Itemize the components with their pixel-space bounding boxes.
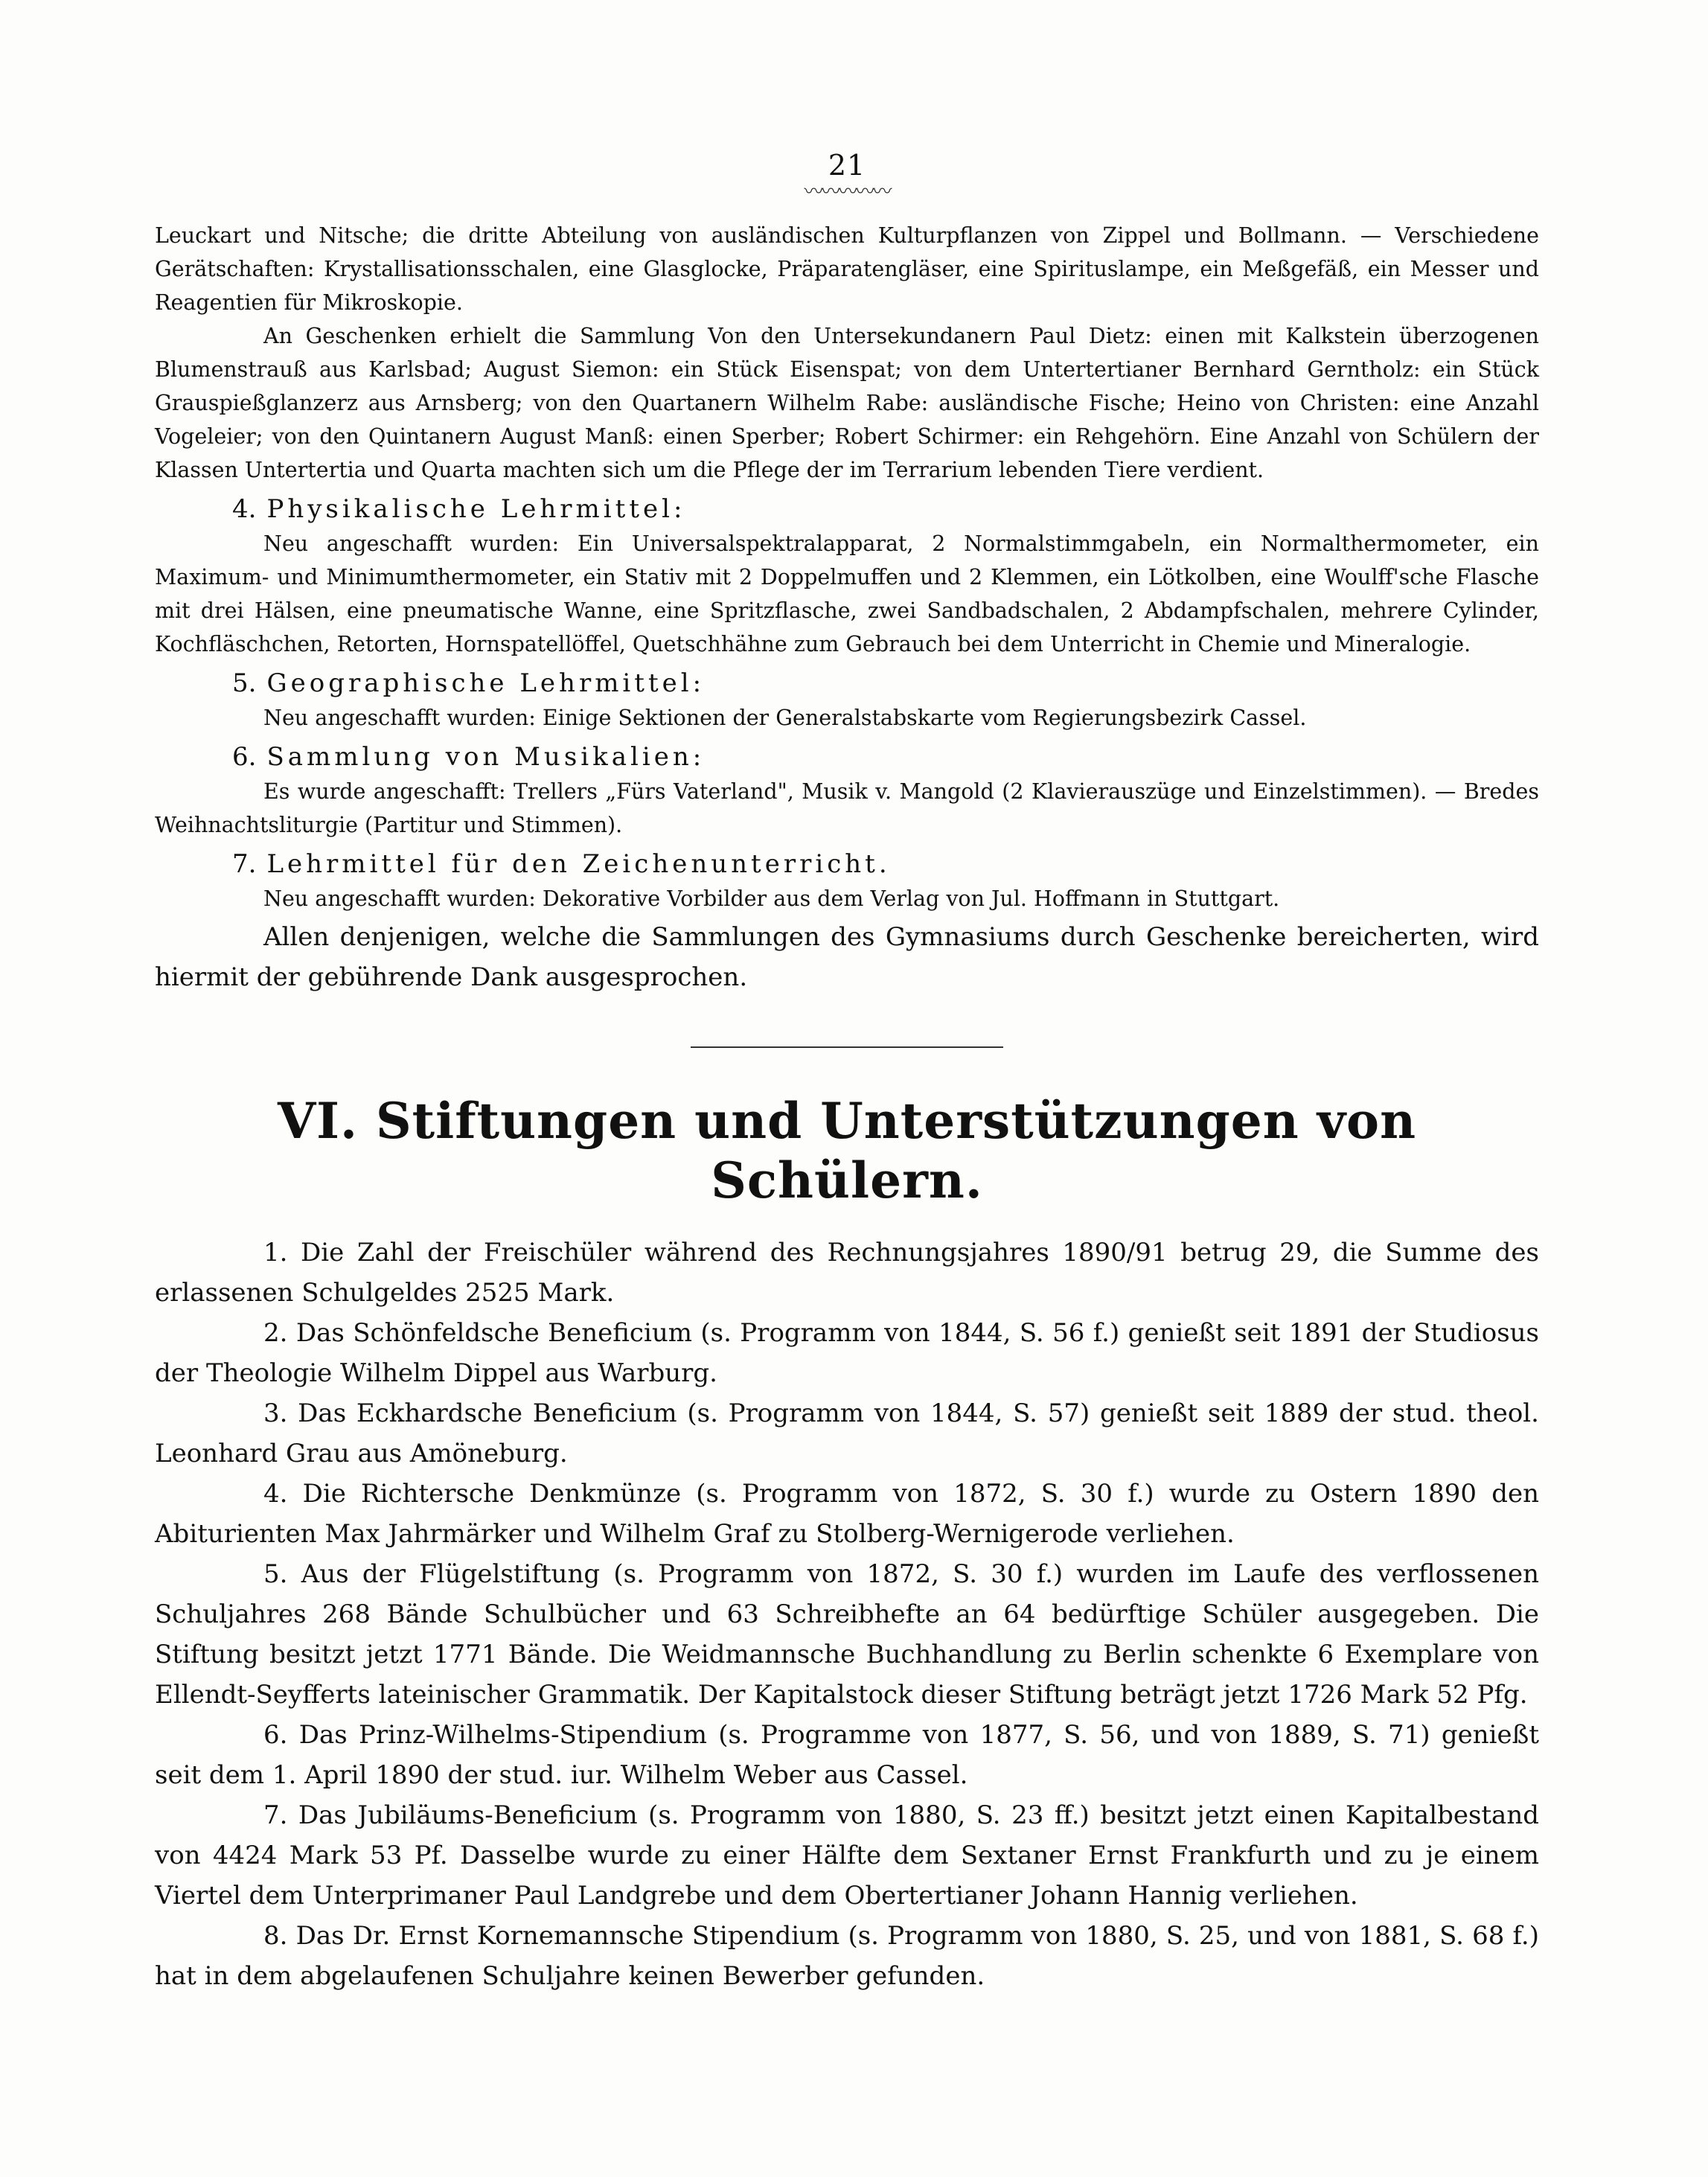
- section-4: [155, 491, 1539, 661]
- section-number: 7.: [232, 849, 257, 879]
- section-heading: [155, 665, 1539, 701]
- chapter-items: [155, 1233, 1539, 1996]
- section-title: Lehrmittel für den Zeichenunterricht.: [266, 849, 891, 879]
- section-heading: [155, 491, 1539, 527]
- section-title: Physikalische Lehrmittel:: [266, 494, 686, 524]
- list-item: 1. Die Zahl der Freischüler während des Rechnungsjahres 1890/91 betrug 29, die Summe des erlassenen Schulgeldes 2525 Mark.: [155, 1238, 1539, 1308]
- section-title: Sammlung von Musikalien:: [266, 742, 706, 772]
- section-heading: [155, 846, 1539, 882]
- page-number-ornament: 〰〰〰〰〰: [804, 181, 890, 203]
- section-body: Neu angeschafft wurden: Einige Sektionen der Generalstabskarte vom Regierungsbezirk Cassel.: [263, 706, 1307, 730]
- list-item: 3. Das Eckhardsche Beneficium (s. Programm von 1844, S. 57) genießt seit 1889 der stud. theol. Leonhard Grau aus Amöneburg.: [155, 1398, 1539, 1468]
- list-item: 7. Das Jubiläums-Beneficium (s. Programm von 1880, S. 23 ff.) besitzt jetzt einen Kapitalbestand von 4424 Mark 53 Pf. Dasselbe wurde zu einer Hälfte dem Sextaner Ernst Frankfurth und zu je einem Viertel dem Unterprimaner Paul Landgrebe und dem Obertertianer Johann Hannig verliehen.: [155, 1800, 1539, 1911]
- section-number: 6.: [232, 742, 257, 772]
- section-number: 5.: [232, 668, 257, 698]
- section-number: 4.: [232, 494, 257, 524]
- paragraph-intro: Leuckart und Nitsche; die dritte Abteilung von ausländischen Kulturpflanzen von Zippel und Bollmann. — Verschiedene Gerätschaften: Krystallisationsschalen, eine Glasglocke, Präparatengläser, eine Spirituslampe, ein Meßgefäß, ein Messer und Reagentien für Mikroskopie.: [155, 223, 1539, 315]
- paragraph-geschenke: An Geschenken erhielt die Sammlung Von den Untersekundanern Paul Dietz: einen mit Kalkstein überzogenen Blumenstrauß aus Karlsbad; August Siemon: ein Stück Eisenspat; von dem Untertertianer Bernhard Gerntholz: ein Stück Grauspießglanzerz aus Arnsberg; von den Quartanern Wilhelm Rabe: ausländische Fische; Heino von Christen: eine Anzahl Vogeleier; von den Quintanern August Manß: einen Sperber; Robert Schirmer: ein Rehgehörn. Eine Anzahl von Schülern der Klassen Untertertia und Quarta machten sich um die Pflege der im Terrarium lebenden Tiere verdient.: [155, 324, 1539, 482]
- chapter-title: VI. Stiftungen und Unterstützungen von Schülern.: [277, 1092, 1417, 1209]
- list-item: 5. Aus der Flügelstiftung (s. Programm von 1872, S. 30 f.) wurden im Laufe des verflossenen Schuljahres 268 Bände Schulbücher und 63 Schreibhefte an 64 bedürftige Schüler ausgegeben. Die Stiftung besitzt jetzt 1771 Bände. Die Weidmannsche Buchhandlung zu Berlin schenkte 6 Exemplare von Ellendt-Seyfferts lateinischer Grammatik. Der Kapitalstock dieser Stiftung beträgt jetzt 1726 Mark 52 Pfg.: [155, 1559, 1539, 1710]
- section-title: Geographische Lehrmittel:: [266, 668, 706, 698]
- section-heading: [155, 739, 1539, 775]
- section-body: Neu angeschafft wurden: Ein Universalspektralapparat, 2 Normalstimmgabeln, ein Normalthermometer, ein Maximum- und Minimumthermometer, ein Stativ mit 2 Doppelmuffen und 2 Klemmen, ein Lötkolben, eine Woulff'sche Flasche mit drei Hälsen, eine pneumatische Wanne, eine Spritzflasche, zwei Sandbadschalen, 2 Abdampfschalen, mehrere Cylinder, Kochfläschchen, Retorten, Hornspatellöffel, Quetschhähne zum Gebrauch bei dem Unterricht in Chemie und Mineralogie.: [155, 531, 1539, 656]
- section-7: [155, 846, 1539, 915]
- list-item: 8. Das Dr. Ernst Kornemannsche Stipendium (s. Programm von 1880, S. 25, und von 1881, S. 68 f.) hat in dem abgelaufenen Schuljahre keinen Bewerber gefunden.: [155, 1921, 1539, 1991]
- section-5: [155, 665, 1539, 735]
- page-content: [155, 149, 1539, 1996]
- page-number: 21: [828, 149, 866, 182]
- section-body: Es wurde angeschafft: Trellers „Fürs Vaterland", Musik v. Mangold (2 Klavierauszüge und Einzelstimmen). — Bredes Weihnachtsliturgie (Partitur und Stimmen).: [155, 779, 1539, 837]
- section-body: Neu angeschafft wurden: Dekorative Vorbilder aus dem Verlag von Jul. Hoffmann in Stuttgart.: [263, 886, 1280, 911]
- section-divider: [691, 1046, 1003, 1048]
- section-6: [155, 739, 1539, 842]
- list-item: 6. Das Prinz-Wilhelms-Stipendium (s. Programme von 1877, S. 56, und von 1889, S. 71) genießt seit dem 1. April 1890 der stud. iur. Wilhelm Weber aus Cassel.: [155, 1720, 1539, 1790]
- list-item: 4. Die Richtersche Denkmünze (s. Programm von 1872, S. 30 f.) wurde zu Ostern 1890 den Abiturienten Max Jahrmärker und Wilhelm Graf zu Stolberg-Wernigerode verliehen.: [155, 1479, 1539, 1549]
- paragraph-dank: Allen denjenigen, welche die Sammlungen des Gymnasiums durch Geschenke bereicherten, wird hiermit der gebührende Dank ausgesprochen.: [155, 922, 1539, 992]
- list-item: 2. Das Schönfeldsche Beneficium (s. Programm von 1844, S. 56 f.) genießt seit 1891 der Studiosus der Theologie Wilhelm Dippel aus Warburg.: [155, 1318, 1539, 1388]
